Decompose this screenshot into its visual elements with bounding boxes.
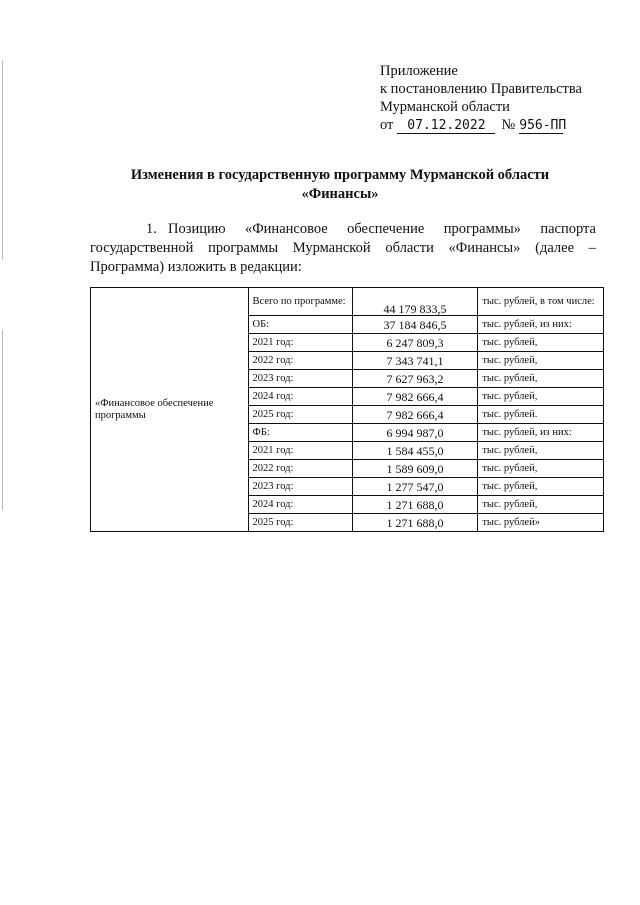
period-cell: ФБ: — [248, 424, 352, 442]
period-cell: 2025 год: — [248, 406, 352, 424]
amount-cell: 1 589 609,0 — [352, 460, 478, 478]
amount-cell: 1 584 455,0 — [352, 442, 478, 460]
unit-cell: тыс. рублей, в том числе: — [478, 288, 604, 316]
amount-cell: 7 627 963,2 — [352, 370, 478, 388]
period-cell: ОБ: — [248, 316, 352, 334]
unit-cell: тыс. рублей, — [478, 352, 604, 370]
period-cell: 2024 год: — [248, 496, 352, 514]
annex-header — [380, 62, 582, 134]
amount-cell: 1 271 688,0 — [352, 496, 478, 514]
paragraph-body: Позицию «Финансовое обеспечение программы» паспорта государственной программы Мурманской области «Финансы» (далее – Программа) изложить в редакции: — [90, 221, 596, 275]
period-cell: Всего по программе: — [248, 288, 352, 316]
table-row — [91, 288, 604, 316]
period-cell: 2024 год: — [248, 388, 352, 406]
amount-cell: 7 343 741,1 — [352, 352, 478, 370]
amount-cell: 1 277 547,0 — [352, 478, 478, 496]
amount-cell: 6 247 809,3 — [352, 334, 478, 352]
amount-cell: 7 982 666,4 — [352, 388, 478, 406]
unit-cell: тыс. рублей, из них: — [478, 424, 604, 442]
decree-date: 07.12.2022 — [397, 118, 495, 134]
period-cell: 2023 год: — [248, 370, 352, 388]
paragraph-number: 1. — [146, 221, 157, 237]
annex-date-line — [380, 116, 582, 134]
period-cell: 2021 год: — [248, 334, 352, 352]
unit-cell: тыс. рублей, — [478, 496, 604, 514]
title-line: «Финансы» — [301, 186, 379, 202]
financing-table — [90, 287, 604, 532]
unit-cell: тыс. рублей, — [478, 388, 604, 406]
amount-cell: 6 994 987,0 — [352, 424, 478, 442]
unit-cell: тыс. рублей, из них: — [478, 316, 604, 334]
paragraph-text — [90, 220, 596, 277]
period-cell: 2021 год: — [248, 442, 352, 460]
amount-cell: 44 179 833,5 — [352, 288, 478, 316]
period-cell: 2025 год: — [248, 514, 352, 532]
amount-cell: 37 184 846,5 — [352, 316, 478, 334]
amount-cell: 7 982 666,4 — [352, 406, 478, 424]
annex-line: Приложение — [380, 63, 458, 79]
unit-cell: тыс. рублей» — [478, 514, 604, 532]
document-title — [90, 166, 590, 204]
unit-cell: тыс. рублей, — [478, 370, 604, 388]
scan-edge-line — [2, 330, 3, 510]
title-line: Изменения в государственную программу Мурманской области — [130, 167, 550, 183]
paragraph-1 — [90, 220, 596, 277]
scan-edge-line — [2, 60, 3, 260]
number-label: № — [501, 117, 516, 133]
unit-cell: тыс. рублей, — [478, 478, 604, 496]
period-cell: 2022 год: — [248, 460, 352, 478]
period-cell: 2022 год: — [248, 352, 352, 370]
period-cell: 2023 год: — [248, 478, 352, 496]
financing-label-cell: «Финансовое обеспечение программы — [91, 288, 249, 532]
unit-cell: тыс. рублей, — [478, 334, 604, 352]
from-label: от — [380, 117, 394, 133]
annex-line: к постановлению Правительства — [380, 81, 582, 97]
unit-cell: тыс. рублей. — [478, 406, 604, 424]
decree-number: 956-ПП — [519, 118, 567, 133]
unit-cell: тыс. рублей, — [478, 442, 604, 460]
unit-cell: тыс. рублей, — [478, 460, 604, 478]
annex-line: Мурманской области — [380, 99, 510, 115]
amount-cell: 1 271 688,0 — [352, 514, 478, 532]
